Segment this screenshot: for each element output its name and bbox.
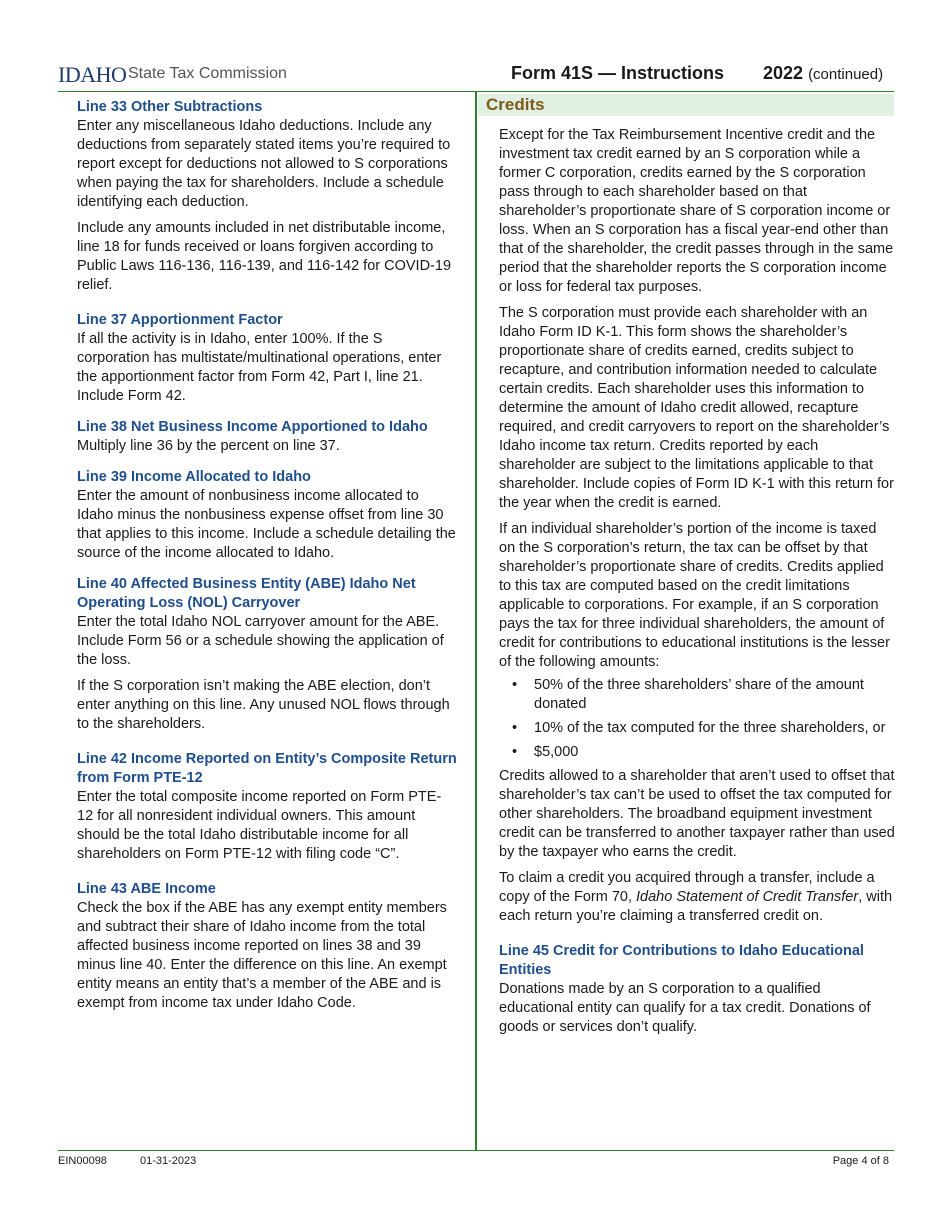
paragraph: Donations made by an S corporation to a qualified educational entity can qualify for a tax credit. Donations of goods or services don’t qualify. xyxy=(499,981,871,1035)
section-heading: Line 37 Apportionment Factor xyxy=(77,312,283,328)
year-value: 2022 xyxy=(763,63,804,83)
section-line-39 xyxy=(77,468,457,563)
section-heading: Line 33 Other Subtractions xyxy=(77,99,263,115)
right-column xyxy=(499,126,895,1044)
section-line-40 xyxy=(77,575,457,734)
bullet-list xyxy=(499,676,895,762)
paragraph: Enter the total composite income reported on Form PTE-12 for all nonresident individual owners. This amount should be the total Idaho distributable income for all shareholders on Form PTE-12 with filing code “C”. xyxy=(77,789,442,862)
section-line-33 xyxy=(77,98,457,295)
left-column xyxy=(77,98,457,1025)
section-line-45 xyxy=(499,942,895,1037)
list-item: • 10% of the tax computed for the three shareholders, or xyxy=(534,719,895,738)
footer-rule xyxy=(58,1150,894,1151)
paragraph: Enter the amount of nonbusiness income allocated to Idaho minus the nonbusiness expense offset from line 30 that applies to this income. Include a schedule detailing the source of the income allocated to Idaho. xyxy=(77,488,456,561)
paragraph-text: , with each return you’re claiming a transferred credit on. xyxy=(499,889,893,924)
form-year xyxy=(763,62,883,86)
footer-date: 01-31-2023 xyxy=(140,1155,197,1167)
list-item: • 50% of the three shareholders’ share of the amount donated xyxy=(534,676,895,714)
section-heading: Line 38 Net Business Income Apportioned to Idaho xyxy=(77,419,428,435)
credits-paragraph-4: Credits allowed to a shareholder that aren’t used to offset that shareholder’s tax can’t be used to offset the tax computed for other shareholders. The broadband equipment investment credit can be transferred to another taxpayer rather than used by the taxpayer who earns the credit. xyxy=(499,768,895,860)
form-title: Form 41S — Instructions xyxy=(511,63,725,83)
section-heading: Line 39 Income Allocated to Idaho xyxy=(77,469,311,485)
page-number: Page 4 of 8 xyxy=(832,1155,889,1167)
section-heading: Line 40 Affected Business Entity (ABE) Idaho Net Operating Loss (NOL) Carryover xyxy=(77,576,416,611)
form-70-title: Idaho Statement of Credit Transfer xyxy=(636,889,859,905)
paragraph: Check the box if the ABE has any exempt entity members and subtract their share of Idaho income from the total affected business income reported on lines 38 and 39 minus line 40. Enter the difference on this line. An exempt entity means an entity that’s a member of the ABE and is exempt from income tax under Idaho Code. xyxy=(77,900,447,1011)
paragraph: Enter any miscellaneous Idaho deductions. Include any deductions from separately stated items you’re required to report except for deductions not allowed to S corporations when paying the tax for shareholders. Include a schedule identifying each deduction. xyxy=(77,118,451,210)
column-divider xyxy=(475,91,477,1151)
footer-code: EIN00098 xyxy=(58,1155,107,1167)
paragraph: Include any amounts included in net distributable income, line 18 for funds received or loans forgiven according to Public Laws 116-136, 116-139, and 116-142 for COVID-19 relief. xyxy=(77,220,452,293)
paragraph: If all the activity is in Idaho, enter 100%. If the S corporation has multistate/multinational operations, enter the apportionment factor from Form 42, Part I, line 21. Include Form 42. xyxy=(77,331,442,404)
section-line-43 xyxy=(77,880,457,1013)
credits-paragraph-5 xyxy=(499,869,895,926)
continued-label: (continued) xyxy=(808,66,884,83)
credits-paragraph-3: If an individual shareholder’s portion of the income is taxed on the S corporation’s return, the tax can be offset by that shareholder’s proportionate share of credits. Credits applied to this tax are computed based on the credit limitations applicable to corporations. For example, if an S corporation pays the tax for three individual shareholders, the amount of credit for contributions to educational institutions is the lesser of the following amounts: xyxy=(499,521,890,670)
section-heading: Line 45 Credit for Contributions to Idaho Educational Entities xyxy=(499,943,864,978)
idaho-logo: IDAHO xyxy=(58,62,127,87)
section-line-42 xyxy=(77,750,457,864)
section-line-37 xyxy=(77,311,457,406)
section-line-38 xyxy=(77,418,457,456)
paragraph: Enter the total Idaho NOL carryover amount for the ABE. Include Form 56 or a schedule showing the application of the loss. xyxy=(77,614,444,668)
section-heading: Line 42 Income Reported on Entity’s Composite Return from Form PTE-12 xyxy=(77,751,457,786)
list-item: • $5,000 xyxy=(534,743,895,762)
credits-title: Credits xyxy=(486,95,545,114)
credits-paragraph-1: Except for the Tax Reimbursement Incentive credit and the investment tax credit earned by an S corporation while a former C corporation, credits earned by the S corporation pass through to each shareholder based on that shareholder’s proportionate share of S corporation income or loss. When an S corporation has a fiscal year-end other than that of the shareholder, the credit passes through in the same period that the shareholder reports the S corporation income or loss for federal tax purposes. xyxy=(499,127,894,295)
paragraph: If the S corporation isn’t making the ABE election, don’t enter anything on this line. Any unused NOL flows through to the shareholders. xyxy=(77,678,450,732)
paragraph-text: To claim a credit you acquired through a transfer, include a copy of the Form 70, xyxy=(499,870,875,905)
paragraph: Multiply line 36 by the percent on line 37. xyxy=(77,438,340,454)
page-header xyxy=(58,60,894,88)
agency-name: State Tax Commission xyxy=(128,65,287,82)
section-heading: Line 43 ABE Income xyxy=(77,881,216,897)
credits-paragraph-2: The S corporation must provide each shareholder with an Idaho Form ID K-1. This form shows the shareholder’s proportionate share of credits earned, credits subject to recapture, and contribution information needed to calculate certain credits. Each shareholder uses this information to determine the amount of Idaho credit allowed, recapture required, and credit carryovers to report on the shareholder’s Idaho income tax return. Credits reported by each shareholder are subject to the limitations applicable to that shareholder. Include copies of Form ID K-1 with this return for the year when the credit is earned. xyxy=(499,305,894,511)
